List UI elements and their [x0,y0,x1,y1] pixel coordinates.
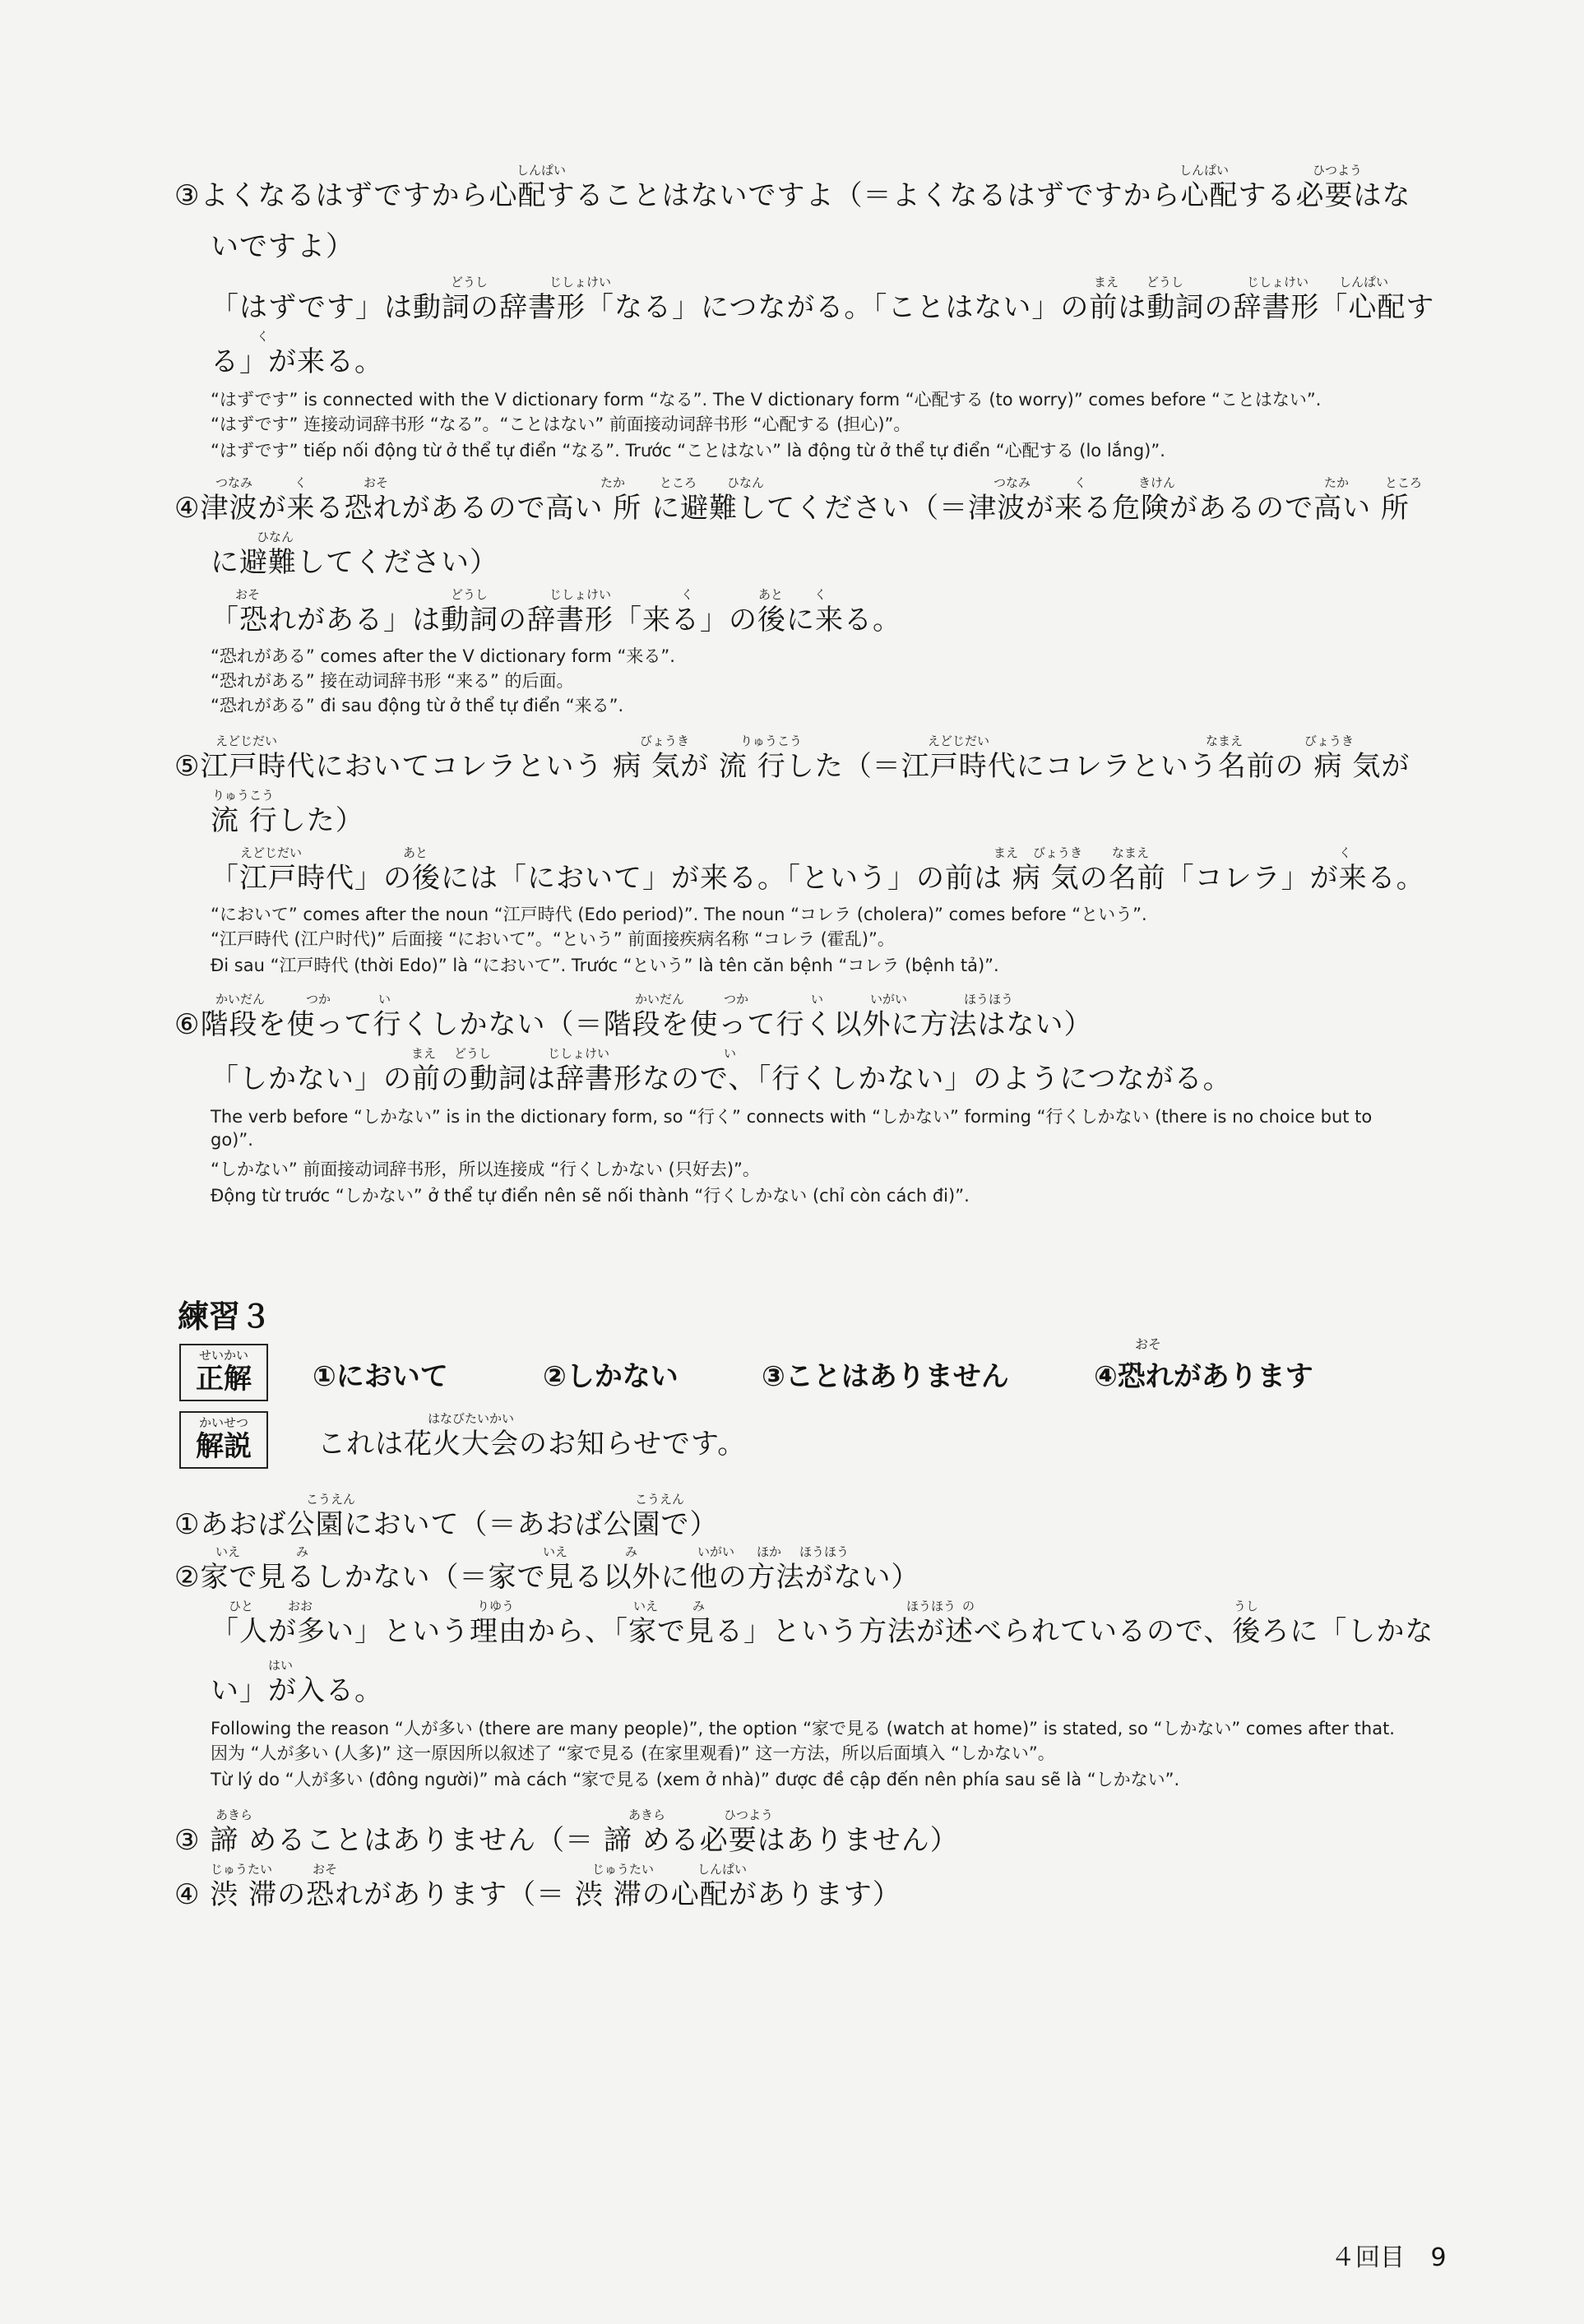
furigana-11: く [294,475,308,490]
furigana-6: どうし [1146,275,1184,289]
furigana-10: つなみ [215,475,253,490]
furigana-73: あきら [628,1808,666,1822]
furigana-69: の [962,1599,975,1613]
text-line-q6-en2: go)”. [211,1130,253,1150]
furigana-1: しんぱい [1179,163,1230,178]
text-line-q3-zh: “はずです” 连接动词辞书形 “なる”。“ことはない” 前面接动词辞书形 “心配する (担心)”。 [211,414,911,434]
furigana-29: びょうき [640,734,690,748]
furigana-67: み [692,1599,706,1613]
text-line-q3-l1: ③よくなるはずですから心配することはないですよ（＝よくなるはずですから心配する必要はな [174,179,1411,212]
furigana-16: つなみ [993,475,1031,490]
furigana-52: い [724,1046,737,1061]
furigana-21: ひなん [257,530,294,544]
section-heading: 練習３ [178,1299,272,1335]
furigana-48: ほうほう [964,992,1014,1007]
furigana-34: りゅうこう [212,788,275,803]
furigana-26: あと [758,587,784,602]
text-line-q6-l1: ⑥階段を使って行くしかない（＝階段を使って行く以外に方法はない） [174,1008,1093,1041]
text-line-q5-l1: ⑤江戸時代においてコレラという 病 気が 流 行した（＝江戸時代にコレラという名前の 病 気が [174,750,1410,783]
text-line-q3-e1: 「はずです」は動詞の辞書形「なる」につながる。「ことはない」の前は動詞の辞書形「心配す [211,291,1435,324]
furigana-62: ほうほう [799,1544,850,1559]
text-line-k3-4: ④ 渋 滞の恐れがあります（＝ 渋 滞の心配があります） [174,1878,901,1911]
furigana-74: ひつよう [724,1808,774,1822]
furigana-5: まえ [1094,275,1119,289]
furigana-13: たか [600,475,626,490]
furigana-72: あきら [215,1808,253,1822]
furigana-38: びょうき [1033,845,1083,860]
furigana-61: ほか [757,1544,782,1559]
answer-3: ③ことはありません [762,1360,1009,1393]
furigana-7: じしょけい [1247,275,1309,289]
seikai-text: 正解 [196,1363,252,1396]
furigana-25: く [681,587,694,602]
furigana-32: なまえ [1206,734,1244,748]
furigana-63: ひと [229,1599,254,1613]
text-line-q4-l1: ④津波が来る恐れがあるので高い 所 に避難してください（＝津波が来る危険があるので高い 所 [174,492,1410,525]
furigana-60: いがい [697,1544,735,1559]
furigana-24: じしょけい [549,587,612,602]
furigana-4: じしょけい [549,275,612,289]
furigana-2: ひつよう [1313,163,1363,178]
furigana-20: ところ [1385,475,1423,490]
text-line-q6-zh: “しかない” 前面接动词辞书形，所以连接成 “行くしかない (只好去)”。 [211,1160,760,1179]
furigana-78: しんぱい [697,1862,748,1877]
furigana-49: まえ [411,1046,437,1061]
furigana-8: しんぱい [1339,275,1389,289]
furigana-14: ところ [660,475,697,490]
furigana-35: えどじだい [240,845,303,860]
text-line-k3-2vi: Từ lý do “人が多い (đông người)” mà cách “家で見る (xem ở nhà)” được đề cập đến nên phía sau sẽ là “しかない”. [211,1770,1180,1789]
text-line-q4-zh: “恐れがある” 接在动词辞书形 “来る” 的后面。 [211,671,574,691]
text-line-q3-en: “はずです” is connected with the V dictionary form “なる”. The V dictionary form “心配する (to worry)” comes before “ことはない”. [211,390,1322,410]
text-line-k3-2e1: 「人が多い」という理由から、「家で見る」という方法が述べられているので、後ろに「しかな [211,1615,1434,1648]
answer-4: ④恐れがあります [1094,1360,1313,1393]
furigana-71: はい [268,1658,294,1673]
text-line-q5-e1: 「江戸時代」の後には「において」が来る。「という」の前は 病 気の名前「コレラ」が来る。 [211,862,1425,895]
text-line-k3-2e2: い」が入る。 [211,1674,383,1707]
furigana-22: おそ [235,587,261,602]
furigana-19: たか [1324,475,1350,490]
seikai-label [179,1344,268,1401]
furigana-18: きけん [1138,475,1176,490]
furigana-55: こうえん [635,1492,685,1507]
text-line-q3-l2: いですよ） [211,230,354,263]
text-line-q5-en: “において” comes after the noun “江戸時代 (Edo period)”. The noun “コレラ (cholera)” comes before “という”. [211,905,1147,924]
kaisetsu-ruby: かいせつ [198,1415,248,1430]
text-line-q3-e2: る」が来る。 [211,345,383,378]
furigana-47: いがい [870,992,908,1007]
furigana-40: く [1339,845,1352,860]
furigana-3: どうし [451,275,489,289]
furigana-0: しんぱい [516,163,567,178]
furigana-59: み [625,1544,638,1559]
kaisetsu-label [179,1411,268,1469]
furigana-39: なまえ [1112,845,1150,860]
text-line-q6-en1: The verb before “しかない” is in the dictionary form, so “行く” connects with “しかない” forming “行くしかない (there is no choice but to [211,1107,1373,1127]
page-footer [1331,2237,1447,2273]
seikai-ruby: せいかい [198,1348,248,1363]
text-line-q6-e1: 「しかない」の前の動詞は辞書形なので、「行くしかない」のようにつながる。 [211,1062,1232,1095]
text-line-q5-vi: Đi sau “江戸時代 (thời Edo)” là “において”. Trước “という” là tên căn bệnh “コレラ (bệnh tả)”. [211,956,999,975]
furigana-42: つか [306,992,331,1007]
text-line-q4-e1: 「恐れがある」は動詞の辞書形「来る」の後に来る。 [211,604,901,637]
text-line-k3-2zh: 因为 “人が多い (人多)” 这一原因所以叙述了 “家で見る (在家里观看)” 这一方法，所以后面填入 “しかない”。 [211,1743,1055,1763]
furigana-43: い [378,992,391,1007]
furigana-30: りゅうこう [740,734,803,748]
answer-4-ruby: おそ [1135,1336,1162,1352]
text-line-k3-1: ①あおば公園において（＝あおば公園で） [174,1508,719,1541]
text-line-q6-vi: Động từ trước “しかない” ở thể tự điển nên sẽ nối thành “行くしかない (chỉ còn cách đi)”. [211,1186,970,1206]
page-number: 9 [1430,2243,1447,2272]
furigana-17: く [1074,475,1087,490]
furigana-9: く [257,329,270,344]
furigana-57: み [296,1544,309,1559]
answer-1: ①において [313,1360,448,1393]
text-line-k3-2: ②家で見るしかない（＝家で見る以外に他の方法がない） [174,1561,920,1594]
furigana-68: ほうほう [906,1599,956,1613]
text-line-q5-zh: “江戸時代 (江户时代)” 后面接 “において”。“という” 前面接疾病名称 “コレラ (霍乱)”。 [211,929,895,949]
furigana-53: はなびたいかい [428,1411,515,1426]
furigana-41: かいだん [215,992,266,1007]
furigana-76: おそ [313,1862,338,1877]
text-line-k3-2en: Following the reason “人が多い (there are many people)”, the option “家で見る (watch at home)” is stated, so “しかない” comes after that. [211,1719,1395,1738]
furigana-45: つか [724,992,749,1007]
furigana-23: どうし [451,587,489,602]
text-line-q4-en: “恐れがある” comes after the V dictionary form “来る”. [211,646,675,666]
furigana-37: まえ [993,845,1019,860]
text-line-k3-3: ③ 諦 めることはありません（＝ 諦 める必要はありません） [174,1824,959,1857]
furigana-54: こうえん [306,1492,356,1507]
text-line-k3-intro: これは花火大会のお知らせです。 [317,1428,747,1461]
kaisetsu-text: 解説 [196,1430,252,1463]
furigana-66: いえ [633,1599,659,1613]
furigana-50: どうし [454,1046,492,1061]
furigana-75: じゅうたい [211,1862,273,1877]
furigana-65: りゆう [477,1599,515,1613]
furigana-56: いえ [215,1544,241,1559]
furigana-36: あと [403,845,428,860]
furigana-15: ひなん [727,475,765,490]
furigana-58: いえ [543,1544,568,1559]
furigana-51: じしょけい [548,1046,610,1061]
furigana-31: えどじだい [928,734,990,748]
text-line-q5-l2: 流 行した） [211,804,364,837]
furigana-46: い [811,992,824,1007]
text-line-q3-vi: “はずです” tiếp nối động từ ở thể tự điển “なる”. Trước “ことはない” là động từ ở thể tự điển “心配する (lo lắng)”. [211,441,1165,461]
furigana-12: おそ [364,475,389,490]
furigana-70: うし [1234,1599,1259,1613]
furigana-28: えどじだい [215,734,278,748]
furigana-44: かいだん [635,992,685,1007]
furigana-33: びょうき [1304,734,1355,748]
furigana-77: じゅうたい [592,1862,655,1877]
answer-2: ②しかない [543,1360,679,1393]
text-line-q4-l2: に避難してください） [211,546,498,579]
furigana-64: おお [288,1599,313,1613]
furigana-27: く [814,587,827,602]
session-label: ４回目 [1331,2243,1405,2272]
text-line-q4-vi: “恐れがある” đi sau động từ ở thể tự điển “来る”. [211,696,624,715]
